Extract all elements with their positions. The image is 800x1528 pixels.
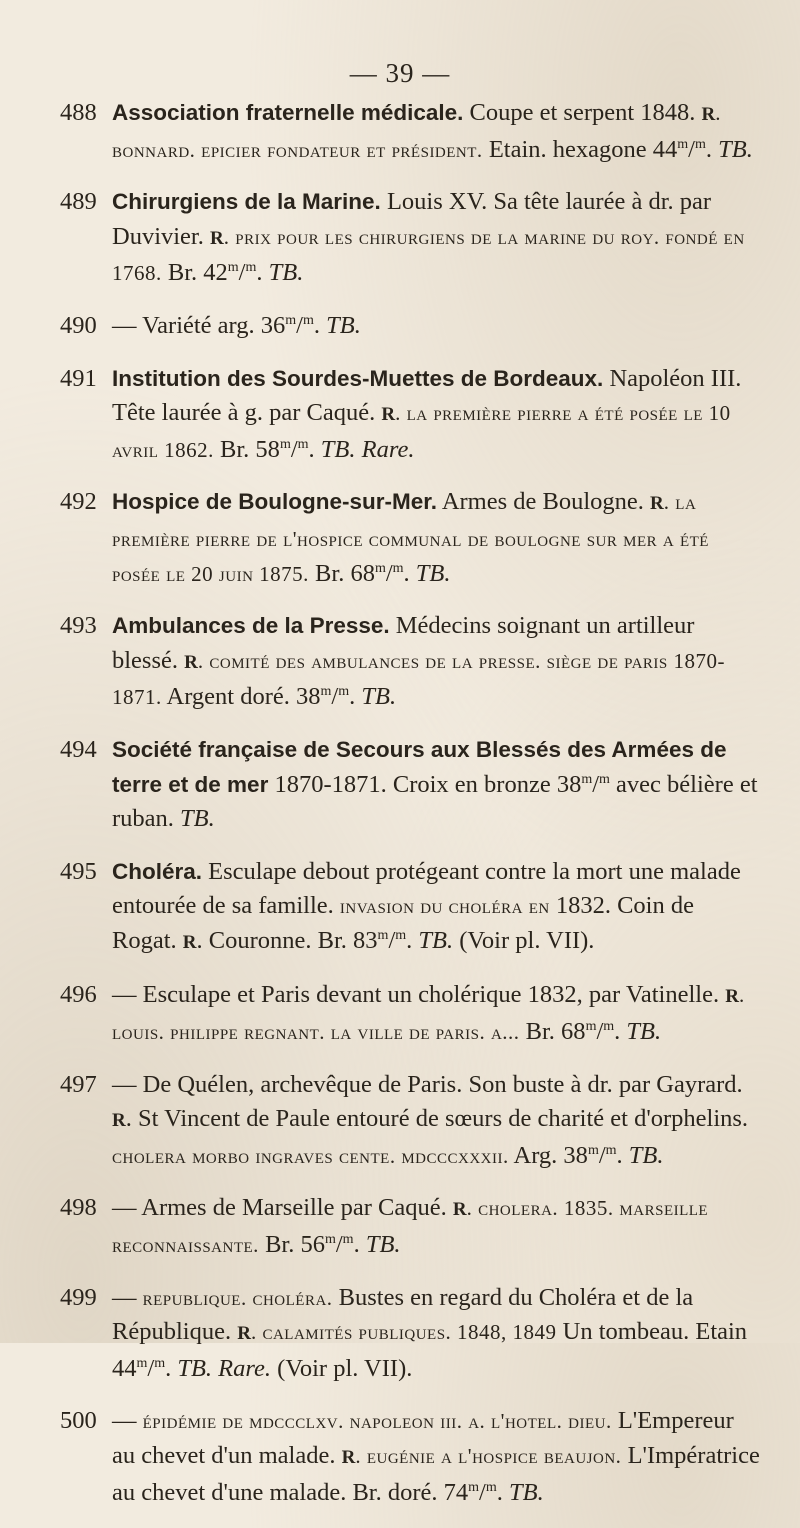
entry-tail: . [705, 135, 719, 163]
unit-sup-2: m [694, 136, 706, 152]
entry-legend: . cholera. 1835. marseille reconnaissante. [112, 1196, 709, 1258]
entry-title: Institution des Sourdes-Muettes de Bordeaux. [112, 365, 604, 391]
entry-legend: . louis. philippe regnant. la ville de paris. a... [112, 983, 745, 1045]
unit-sup-2: m [342, 1231, 354, 1247]
entry-legend: . la première pierre a été posée le 10 avril 1862. [112, 401, 731, 462]
entry-tail: . [308, 435, 321, 463]
entry-grade: TB. [361, 683, 397, 711]
entry-tail: . [313, 311, 327, 339]
entry-number: 500 [60, 1407, 97, 1435]
reverse-mark: R [112, 1110, 126, 1132]
reverse-mark: R [381, 404, 396, 426]
unit-sup-2: m [297, 436, 309, 452]
entry-grade: TB. [180, 805, 215, 833]
unit-sup: m [677, 136, 689, 152]
entry-legend: . prix pour les chirurgiens de la marine du roy. fondé en 1768. [112, 224, 745, 286]
entry-details: Br. 68 [308, 559, 375, 587]
unit-sup: m [587, 1142, 599, 1158]
entry-details: Br. 68 [519, 1018, 586, 1046]
catalogue-entry: 495 Choléra. Esculape debout protégeant contre la mort une malade entourée de sa famille. invasion du choléra en 1832. Coin de Rogat. R. Couronne. Br. 83$^m$/$^m$. TB. (Voir pl. VII). [60, 855, 760, 961]
entry-title: Société française de Secours aux Blessés des Armées de terre et de mer [112, 736, 727, 797]
reverse-mark: R [184, 651, 198, 673]
entry-legend: . calamités publiques. 1848, 1849 [250, 1320, 557, 1345]
plate-reference: (Voir pl. VII). [271, 1354, 413, 1382]
entry-tail: . [616, 1141, 629, 1169]
entry-number: 499 [60, 1283, 97, 1311]
entry-grade: TB. [508, 1478, 544, 1506]
entry-details: L'Impératrice au chevet d'une malade. Br. doré. 74 [112, 1442, 760, 1506]
unit-sup-2: m [245, 260, 257, 276]
entry-title: Choléra. [112, 858, 203, 884]
unit-sup: m [585, 1018, 597, 1034]
entry-details: Argent doré. 38 [161, 683, 321, 711]
catalogue-entry: 498 — Armes de Marseille par Caqué. R. cholera. 1835. marseille reconnaissante. Br. 56$^m$/$^m$. TB. [60, 1191, 760, 1262]
entry-description: — De Quélen, archevêque de Paris. Son buste à dr. par Gayrard. [112, 1070, 743, 1098]
unit-sup-2: m [302, 312, 314, 328]
catalogue-entry: 499 — republique. choléra. Bustes en regard du Choléra et de la République. R. calamités publiques. 1848, 1849 Un tombeau. Etain 44$^m$/$^m$. TB. Rare. (Voir pl. VII). [60, 1281, 760, 1387]
catalogue-entry: 488 Association fraternelle médicale. Coupe et serpent 1848. R. bonnard. epicier fondateur et président. Etain. hexagone 44$^m$/$^m$. TB. [60, 96, 760, 167]
entry-list [60, 96, 760, 1528]
entry-grade: TB. Rare. [177, 1354, 272, 1382]
entry-description: — Armes de Marseille par Caqué. [112, 1194, 453, 1222]
entry-description-2: Bustes en regard du Choléra et de la République. [112, 1283, 694, 1346]
entry-description: Coupe et serpent 1848. [463, 99, 702, 126]
entry-description-2: . St Vincent de Paule entouré de sœurs de charité et d'orphelins. [125, 1105, 749, 1133]
unit-sup: m [374, 560, 386, 576]
reverse-mark: R [701, 104, 716, 125]
catalogue-entry: 491 Institution des Sourdes-Muettes de Bordeaux. Napoléon III. Tête laurée à g. par Caqué. R. la première pierre a été posée le 10 avril 1862. Br. 58$^m$/$^m$. TB. Rare. [60, 362, 760, 468]
entry-grade: TB. [326, 311, 361, 339]
reverse-mark: R [650, 493, 664, 515]
catalogue-entry: 494 Société française de Secours aux Blessés des Armées de terre et de mer 1870-1871. Croix en bronze 38$^m$/$^m$ avec bélière et ruban. TB. [60, 733, 760, 837]
entry-tail: . [353, 1231, 366, 1259]
entry-grade: TB. [415, 559, 451, 587]
entry-description: Louis XV. Sa tête laurée à dr. par Duvivier. [112, 188, 712, 250]
unit-sup-2: m [603, 1018, 615, 1034]
entry-description: Esculape debout protégeant contre la mort une malade entourée de sa famille. [112, 857, 741, 920]
unit-sup: m [377, 927, 389, 943]
entry-title: Ambulances de la Presse. [112, 613, 390, 639]
entry-grade: TB. [628, 1141, 664, 1169]
entry-grade: TB. [626, 1018, 662, 1046]
entry-details: Un tombeau. Etain 44 [112, 1318, 748, 1382]
unit-sup-2: m [395, 927, 407, 943]
reverse-mark: R [725, 986, 739, 1008]
entry-number: 493 [60, 612, 97, 640]
entry-number: 494 [60, 735, 97, 763]
unit-sup-2: m [485, 1479, 497, 1495]
catalogue-entry: 500 — épidémie de mdccclxv. napoleon iii. a. l'hotel. dieu. L'Empereur au chevet d'un malade. R. eugénie a l'hospice beaujon. L'Impératrice au chevet d'une malade. Br. doré. 74$^m$/$^m$. TB. [60, 1404, 760, 1510]
unit-sup-2: m [599, 771, 610, 787]
reverse-mark: R [452, 1199, 467, 1221]
catalogue-entry: 496 — Esculape et Paris devant un cholérique 1832, par Vatinelle. R. louis. philippe regnant. la ville de paris. a... Br. 68$^m$/$^m$. TB. [60, 978, 760, 1049]
page-number: — 39 — [349, 58, 451, 88]
entry-details: Br. 56 [258, 1231, 325, 1259]
entry-description: — Variété arg. 36 [112, 311, 286, 339]
entry-title: Chirurgiens de la Marine. [112, 189, 381, 215]
entry-number: 490 [60, 311, 97, 339]
entry-description-2: L'Empereur au chevet d'un malade. [112, 1407, 734, 1469]
reverse-mark: R [182, 931, 197, 953]
entry-legend: . la première pierre de l'hospice communal de boulogne sur mer a été posée le 20 juin 1875. [112, 490, 709, 586]
entry-number: 497 [60, 1070, 97, 1098]
entry-grade: TB. [418, 926, 454, 954]
unit-sup-2: m [605, 1142, 617, 1158]
entry-title: Hospice de Boulogne-sur-Mer. [112, 489, 438, 515]
entry-grade: TB. [268, 259, 304, 287]
entry-grade: TB. [365, 1231, 401, 1259]
entry-legend-obverse: invasion du choléra en [339, 894, 550, 919]
entry-description: Médecins soignant un artilleur blessé. [112, 612, 695, 674]
entry-number: 496 [60, 981, 97, 1009]
entry-description: — [112, 1407, 143, 1435]
catalogue-entry: 492 Hospice de Boulogne-sur-Mer. Armes de Boulogne. R. la première pierre de l'hospice communal de boulogne sur mer a été posée le 20 juin 1875. Br. 68$^m$/$^m$. TB. [60, 485, 760, 591]
entry-grade: TB. Rare. [320, 435, 415, 463]
entry-description: — Esculape et Paris devant un cholérique 1832, par Vatinelle. [112, 981, 726, 1009]
reverse-mark: R [237, 1323, 251, 1345]
entry-tail: . [403, 559, 416, 587]
entry-title: Association fraternelle médicale. [112, 100, 464, 125]
catalogue-entry: 490 — Variété arg. 36$^m$/$^m$. TB. [60, 309, 760, 344]
reverse-mark: R [341, 1447, 356, 1468]
entry-number: 495 [60, 857, 97, 885]
entry-legend-obverse: republique. choléra. [142, 1285, 333, 1310]
unit-sup: m [227, 260, 239, 276]
catalogue-entry: 489 Chirurgiens de la Marine. Louis XV. Sa tête laurée à dr. par Duvivier. R. prix pour les chirurgiens de la marine du roy. fondé en 1768. Br. 42$^m$/$^m$. TB. [60, 185, 760, 291]
entry-description: Armes de Boulogne. [437, 488, 651, 516]
entry-details: Arg. 38 [508, 1141, 588, 1169]
unit-sup-2: m [338, 684, 350, 700]
entry-tail: . [349, 683, 362, 711]
plate-reference: (Voir pl. VII). [453, 926, 595, 954]
unit-sup: m [136, 1355, 148, 1371]
entry-details: . Couronne. Br. 83 [196, 926, 378, 954]
entry-tail: . [256, 259, 269, 287]
entry-description: 1870-1871. Croix en bronze 38 [268, 770, 582, 798]
entry-legend-obverse: épidémie de mdccclxv. napoleon iii. a. l'hotel. dieu. [142, 1409, 612, 1434]
entry-details: Br. 58 [213, 435, 280, 463]
entry-number: 488 [60, 99, 97, 126]
unit-sup: m [468, 1479, 480, 1495]
unit-sup: m [279, 436, 291, 452]
unit-sup-2: m [392, 560, 404, 576]
unit-sup: m [581, 771, 593, 787]
entry-number: 492 [60, 488, 97, 516]
entry-grade: TB. [718, 135, 753, 163]
entry-number: 498 [60, 1194, 97, 1222]
entry-number: 491 [60, 364, 97, 392]
unit-sup: m [285, 312, 297, 328]
reverse-mark: R [210, 227, 224, 249]
entry-tail: . [406, 926, 419, 954]
catalogue-entry: 497 — De Quélen, archevêque de Paris. Son buste à dr. par Gayrard. R. St Vincent de Paule entouré de sœurs de charité et d'orphelins. cholera morbo ingraves cente. mdcccxxxii. Arg. 38$^m$/$^m$. TB. [60, 1068, 760, 1174]
entry-details: Etain. hexagone 44 [482, 135, 678, 163]
entry-description: Napoléon III. Tête laurée à g. par Caqué. [112, 364, 742, 427]
entry-tail: . [614, 1018, 627, 1046]
entry-description-2: 1832. Coin de Rogat. [112, 892, 694, 954]
entry-tail: . [496, 1478, 509, 1506]
entry-legend: . comité des ambulances de la presse. siège de paris 1870-1871. [112, 648, 726, 710]
entry-legend: cholera morbo ingraves cente. mdcccxxxii. [112, 1143, 509, 1168]
unit-sup-2: m [154, 1355, 166, 1371]
entry-number: 489 [60, 188, 97, 216]
unit-sup: m [324, 1231, 336, 1247]
entry-legend: . bonnard. epicier fondateur et président. [112, 101, 722, 162]
entry-tail: avec bélière et ruban. [112, 770, 758, 833]
catalogue-entry: 493 Ambulances de la Presse. Médecins soignant un artilleur blessé. R. comité des ambulances de la presse. siège de paris 1870-1871. Argent doré. 38$^m$/$^m$. TB. [60, 609, 760, 715]
entry-details: Br. 42 [161, 259, 228, 287]
entry-description: — [112, 1283, 143, 1311]
unit-sup: m [320, 684, 332, 700]
entry-legend: . eugénie a l'hospice beaujon. [355, 1444, 622, 1468]
entry-tail: . [165, 1354, 178, 1382]
